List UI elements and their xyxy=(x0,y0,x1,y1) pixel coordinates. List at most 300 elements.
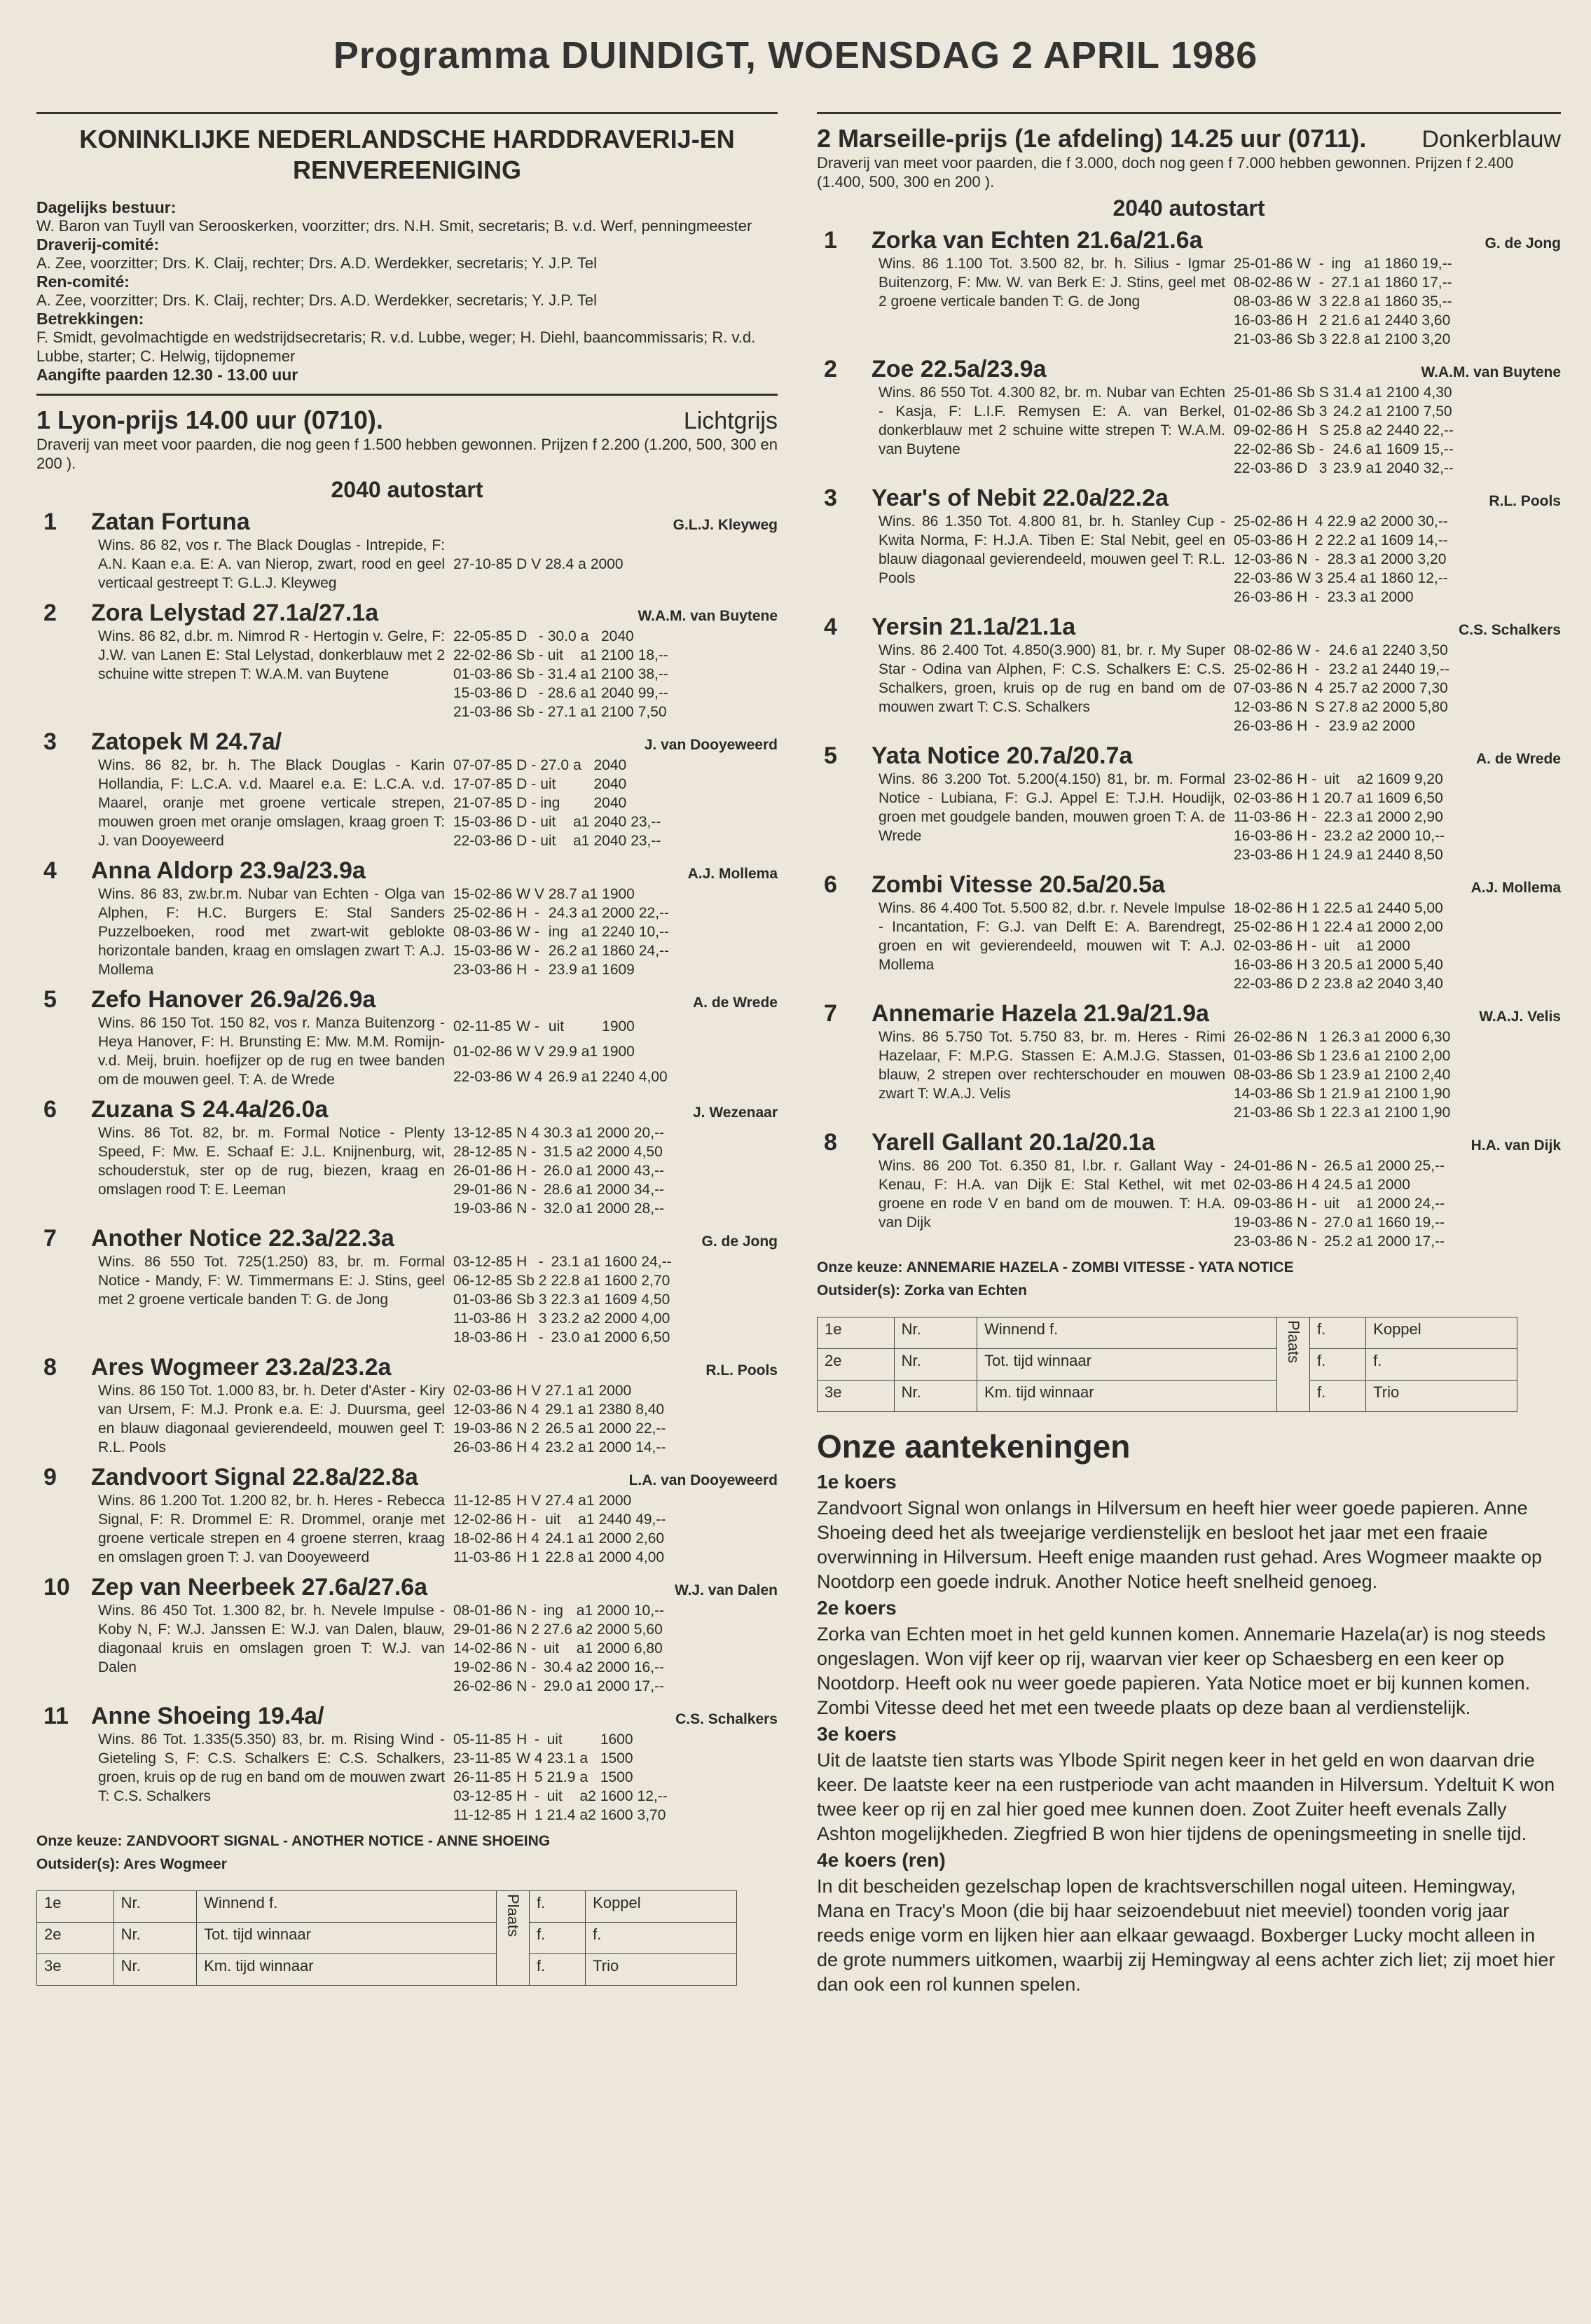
form-cell: 2040 xyxy=(593,814,627,830)
form-cell: 11-03-86 xyxy=(453,1310,511,1327)
form-cell: 2000 xyxy=(1377,828,1410,844)
form-cell: N xyxy=(516,1144,528,1160)
form-row xyxy=(453,941,673,960)
form-cell: - xyxy=(1311,1196,1317,1212)
form-cell: 23.9 xyxy=(1332,460,1362,476)
form-cell xyxy=(631,756,665,775)
form-cell: N xyxy=(516,1640,528,1656)
form-cell: - xyxy=(538,704,544,720)
form-table xyxy=(453,1730,672,1825)
form-cell: 11-03-86 xyxy=(453,1549,511,1565)
form-cell: 25-01-86 xyxy=(1234,256,1293,272)
form-cell: a1 xyxy=(578,1420,595,1437)
note-text: Zandvoort Signal won onlangs in Hilversum en heeft hier weer goede papieren. Anne Shoeing deed het als tweejarige verdienstelijk en besloot het jaar met een fraaie overwinning in Hilversum. Heeft enige maanden rust gehad. Ares Wogmeer maakte op Nootdorp een goede indruk. Another Notice heeft snelheid genoeg. xyxy=(817,1498,1543,1592)
form-cell: 2240 xyxy=(602,924,635,940)
form-cell: 27-10-85 xyxy=(453,556,513,572)
form-row xyxy=(453,1529,670,1548)
form-cell: 4 xyxy=(1314,680,1323,696)
bet-cell: Winnend f. xyxy=(977,1317,1277,1349)
form-cell: 2100 xyxy=(1384,1086,1418,1102)
form-cell: 1609 xyxy=(1380,532,1414,548)
form-cell: Sb xyxy=(1297,1105,1315,1121)
form-cell: 27.1 xyxy=(1331,275,1361,291)
form-cell: a1 xyxy=(576,1125,593,1141)
driver-name: W.A.M. van Buytene xyxy=(638,608,778,624)
form-cell: 08-02-86 xyxy=(1234,275,1293,291)
form-cell: - xyxy=(538,647,544,663)
driver-name: W.J. van Dalen xyxy=(674,1582,778,1598)
form-cell: 21-03-86 xyxy=(1234,1105,1293,1121)
form-cell: 26-01-86 xyxy=(453,1163,513,1179)
org-line: A. Zee, voorzitter; Drs. K. Claij, rechter; Drs. A.D. Werdekker, secretaris; Y. J.P. Tel xyxy=(36,291,598,309)
form-cell: 2100 xyxy=(1386,403,1419,420)
form-cell: 22-02-86 xyxy=(453,647,513,663)
bet-cell: Nr. xyxy=(113,1891,196,1923)
form-cell: Sb xyxy=(516,704,535,720)
form-cell: 14,-- xyxy=(635,1439,666,1455)
form-cell: 28-12-85 xyxy=(453,1144,513,1160)
form-cell: 2000 xyxy=(1377,809,1410,825)
form-cell: D xyxy=(1297,460,1308,476)
horse-description: Wins. 86 550 Tot. 725(1.250) 83, br. m. Formal Notice - Mandy, F: W. Timmermans E: J. Stins, geel met 2 groene verticale banden T: G. de Jong xyxy=(98,1254,445,1308)
horse-entry xyxy=(817,1129,1561,1251)
form-table xyxy=(453,1252,676,1347)
org-line: W. Baron van Tuyll van Serooskerken, voorzitter; drs. N.H. Smit, secretaris; B. v.d. Werf, penningmeester xyxy=(36,217,752,235)
horse-name: Anna Aldorp 23.9a/23.9a xyxy=(91,857,366,884)
form-cell: - xyxy=(1311,1233,1317,1250)
form-cell: 1600 xyxy=(600,1807,633,1823)
race-2 xyxy=(817,124,1561,1412)
horse-entry xyxy=(36,986,778,1089)
form-cell: a1 xyxy=(576,1603,593,1619)
form-cell: 2440 xyxy=(1384,312,1418,328)
form-cell: 4,00 xyxy=(641,1310,670,1327)
form-row xyxy=(453,1180,668,1199)
form-cell: a1 xyxy=(1356,1196,1374,1212)
form-cell: N xyxy=(1297,551,1308,567)
form-cell: N xyxy=(516,1678,528,1694)
horse-name: Zatopek M 24.7a/ xyxy=(91,728,282,755)
bet-cell: 1e xyxy=(818,1317,895,1349)
form-cell: 01-03-86 xyxy=(453,666,513,682)
form-cell: 2000 xyxy=(597,1603,630,1619)
form-cell: uit xyxy=(548,1018,565,1035)
horse-body xyxy=(817,1156,1561,1251)
form-row xyxy=(1234,899,1447,918)
horse-entry xyxy=(36,1354,778,1457)
horse-description: Wins. 86 450 Tot. 1.300 82, br. h. Nevele Impulse - Koby N, F: W.J. Janssen E: W.J. van Dalen, blauw, diagonaal kruis en omslagen groen T: W.J. van Dalen xyxy=(98,1603,445,1675)
form-table xyxy=(453,1491,670,1567)
form-cell: 1860 xyxy=(1384,293,1418,310)
form-cell: 1500 xyxy=(600,1750,633,1766)
form-cell: W xyxy=(516,1750,530,1766)
form-cell: 1609 xyxy=(1386,441,1419,457)
form-row xyxy=(453,1768,672,1787)
form-cell: a1 xyxy=(580,685,597,701)
form-cell: V xyxy=(531,1383,542,1399)
form-cell: 2,00 xyxy=(1421,1048,1451,1064)
horse-body xyxy=(36,756,778,850)
form-cell: H xyxy=(516,1530,528,1547)
form-cell: 4 xyxy=(531,1439,539,1455)
form-cell: a1 xyxy=(1365,403,1382,420)
form-cell: W xyxy=(516,943,530,959)
form-cell: 1,90 xyxy=(1421,1105,1451,1121)
bet-row xyxy=(818,1381,1517,1412)
note-heading: 2e koers xyxy=(817,1597,897,1619)
form-cell: a1 xyxy=(580,666,597,682)
horse-name: Anne Shoeing 19.4a/ xyxy=(91,1703,324,1729)
race-start-type: 2040 autostart xyxy=(1113,195,1265,221)
bet-cell: Km. tijd winnaar xyxy=(977,1381,1277,1412)
form-cell: W xyxy=(1297,275,1311,291)
form-row xyxy=(1234,808,1449,826)
form-cell: 26.3 xyxy=(1331,1029,1361,1045)
form-cell: 23,-- xyxy=(631,833,661,849)
horse-name: Zorka van Echten 21.6a/21.6a xyxy=(872,227,1203,254)
form-cell: 5,40 xyxy=(1414,957,1443,973)
bet-cell: Nr. xyxy=(894,1349,977,1381)
form-cell: H xyxy=(516,1439,528,1455)
form-cell: 49,-- xyxy=(635,1512,666,1528)
form-cell: 25.4 xyxy=(1327,570,1356,586)
form-cell: 2000 xyxy=(590,556,624,572)
horse-number: 11 xyxy=(43,1703,69,1729)
bet-amount: f. xyxy=(530,1954,586,1986)
race-title: 2 Marseille-prijs (1e afdeling) 14.25 uur (0711). xyxy=(817,124,1367,153)
form-row xyxy=(453,1510,670,1529)
form-cell xyxy=(1418,588,1452,607)
form-cell: 2040 xyxy=(593,795,627,811)
form-cell: 2000 xyxy=(604,1310,638,1327)
form-row xyxy=(453,1309,676,1328)
horse-header xyxy=(36,1354,778,1381)
form-cell: 14,-- xyxy=(1417,532,1448,548)
form-cell: 3 xyxy=(538,1292,547,1308)
horse-name: Yata Notice 20.7a/20.7a xyxy=(872,742,1133,769)
form-cell: 22.8 xyxy=(545,1549,574,1565)
form-cell: 12-03-86 xyxy=(453,1402,513,1418)
form-table xyxy=(453,1014,672,1089)
form-cell: 23.1 xyxy=(551,1254,580,1270)
form-cell: 29.0 xyxy=(543,1678,572,1694)
form-cell: H xyxy=(516,1769,528,1785)
form-row xyxy=(453,922,673,941)
form-cell: 5,00 xyxy=(1414,900,1443,916)
horse-header xyxy=(36,1464,778,1491)
form-row xyxy=(453,1014,672,1039)
form-cell xyxy=(1414,936,1447,955)
bet-amount: f. xyxy=(530,1923,586,1954)
form-cell: V xyxy=(531,1493,542,1509)
form-cell: 29-01-86 xyxy=(453,1182,513,1198)
race-title: 1 Lyon-prijs 14.00 uur (0710). xyxy=(36,406,383,434)
form-cell: 25-02-86 xyxy=(1234,661,1293,677)
form-row xyxy=(453,960,673,979)
form-cell: - xyxy=(534,1018,539,1035)
horse-header xyxy=(817,614,1561,641)
form-cell: - xyxy=(531,1659,537,1675)
form-cell: - xyxy=(534,943,539,959)
form-cell: 2000 xyxy=(597,1125,630,1141)
form-cell: a1 xyxy=(1356,809,1374,825)
driver-name: A. de Wrede xyxy=(693,995,778,1011)
form-cell: uit xyxy=(547,647,563,663)
form-cell: Sb xyxy=(1297,1067,1315,1083)
form-row xyxy=(1234,531,1452,550)
form-table xyxy=(453,885,673,979)
form-cell: 2240 xyxy=(1382,642,1415,658)
form-cell: 2 xyxy=(538,1273,547,1289)
form-cell: 22.8 xyxy=(1331,331,1361,347)
form-cell: V xyxy=(534,886,544,902)
form-cell: V xyxy=(534,1043,544,1060)
form-cell: N xyxy=(516,1621,528,1638)
form-cell: 27.6 xyxy=(543,1621,572,1638)
form-cell: a1 xyxy=(581,1068,598,1085)
form-cell: a1 xyxy=(1364,312,1381,328)
form-cell: 2000 xyxy=(1382,680,1415,696)
form-row xyxy=(453,684,673,703)
form-cell: 19,-- xyxy=(1414,1215,1445,1231)
form-cell: - xyxy=(1311,771,1317,787)
form-cell: H xyxy=(1297,661,1308,677)
form-cell: 3 xyxy=(1318,331,1328,347)
form-cell: 27.4 xyxy=(545,1493,574,1509)
form-cell: 23,-- xyxy=(631,814,661,830)
form-cell xyxy=(579,1730,600,1749)
form-row xyxy=(453,1161,668,1180)
form-cell: 25.2 xyxy=(1323,1233,1353,1250)
horse-name: Year's of Nebit 22.0a/22.2a xyxy=(872,485,1169,511)
form-cell: 4 xyxy=(531,1125,539,1141)
form-cell: 27.8 xyxy=(1328,699,1358,715)
horse-body xyxy=(817,383,1561,478)
form-cell: 1600 xyxy=(604,1254,638,1270)
form-cell: 6,50 xyxy=(641,1329,670,1346)
form-row xyxy=(453,1381,670,1400)
form-cell: a2 xyxy=(1356,828,1374,844)
form-cell: 01-02-86 xyxy=(1234,403,1293,420)
form-cell: H xyxy=(1297,847,1308,863)
divider xyxy=(36,112,778,114)
form-cell: 02-03-86 xyxy=(453,1383,513,1399)
horse-description: Wins. 86 5.750 Tot. 5.750 83, br. m. Heres - Rimi Hazelaar, F: M.P.G. Stassen E: A.M.J.G. Stassen, blauw, 2 strepen over rechterschouder en mouwen zwart T: W.A.J. Velis xyxy=(879,1029,1225,1102)
form-cell: - xyxy=(534,905,539,921)
form-cell: N xyxy=(1297,1158,1308,1174)
form-cell: 18-02-86 xyxy=(453,1530,513,1547)
form-cell: a1 xyxy=(584,1329,600,1346)
form-cell: 1 xyxy=(1311,847,1320,863)
form-cell: - xyxy=(531,1512,537,1528)
bet-cell: 3e xyxy=(37,1954,114,1986)
form-cell: 26-02-86 xyxy=(1234,1029,1293,1045)
form-cell: 3,20 xyxy=(1421,331,1451,347)
horse-number: 9 xyxy=(43,1464,57,1490)
form-cell: 26.2 xyxy=(548,943,577,959)
form-cell: 23-11-85 xyxy=(453,1750,511,1766)
horse-body xyxy=(36,1730,778,1825)
form-cell: 30,-- xyxy=(1417,513,1448,530)
form-cell: N xyxy=(1297,1233,1308,1250)
plaats-cell: Plaats xyxy=(1277,1317,1310,1412)
form-cell: 1860 xyxy=(602,943,635,959)
bet-row xyxy=(37,1954,737,1986)
form-cell: - xyxy=(538,1329,544,1346)
note-text: Uit de laatste tien starts was Ylbode Spirit negen keer in het geld en won daarvan drie keer. De laatste keer na een rustperiode van acht maanden in Hilversum. Ydeltuit K won twee keer op rij en zal hier goed mee kunnen doen. Zoot Zuiter heeft evenals Zally Ashton mogelijkheden. Ziegfried B won hier tijdens de openingsmeeting in snelle tijd. xyxy=(817,1750,1555,1844)
form-cell: Sb xyxy=(1297,385,1315,401)
form-cell: 31.5 xyxy=(543,1144,572,1160)
form-cell: N xyxy=(1297,1029,1308,1045)
form-cell: uit xyxy=(1323,771,1340,787)
form-cell: D xyxy=(1297,976,1308,992)
form-cell: - xyxy=(531,1201,537,1217)
form-cell: 2 xyxy=(1318,312,1328,328)
form-row xyxy=(453,1639,668,1658)
form-cell: a1 xyxy=(581,1043,598,1060)
form-cell: uit xyxy=(545,1512,561,1528)
form-cell: W xyxy=(1297,293,1311,310)
form-cell: - xyxy=(1314,642,1320,658)
form-cell: 35,-- xyxy=(1421,293,1452,310)
race-title-row xyxy=(817,124,1561,153)
horse-number: 1 xyxy=(43,509,57,535)
form-cell: a xyxy=(580,628,589,644)
form-cell: 2000 xyxy=(602,905,635,921)
form-cell: - xyxy=(1311,809,1317,825)
form-row xyxy=(1234,1194,1449,1213)
form-cell: 28.4 xyxy=(545,556,574,572)
form-cell: 8,50 xyxy=(1414,847,1443,863)
form-cell: H xyxy=(1297,1177,1308,1193)
bet-extra: Trio xyxy=(586,1954,737,1986)
form-cell: Sb xyxy=(516,1273,535,1289)
form-table xyxy=(453,756,665,850)
form-cell: 24.5 xyxy=(1323,1177,1353,1193)
bet-extra: Trio xyxy=(1366,1381,1517,1412)
form-cell: 2440 xyxy=(598,1512,632,1528)
form-cell: 24,-- xyxy=(1414,1196,1445,1212)
form-cell: 01-02-86 xyxy=(453,1043,513,1060)
form-cell: 2000 xyxy=(597,1621,630,1638)
form-cell: H xyxy=(1297,513,1308,530)
form-cell: 24.6 xyxy=(1332,441,1362,457)
form-cell: Sb xyxy=(516,1292,535,1308)
form-cell: 22.3 xyxy=(1323,809,1353,825)
form-row xyxy=(1234,440,1458,459)
form-cell: 2000 xyxy=(598,1493,632,1509)
horse-entry xyxy=(36,600,778,721)
form-cell: a2 xyxy=(576,1659,593,1675)
form-cell: 19-03-86 xyxy=(453,1201,513,1217)
divider xyxy=(36,394,778,396)
bet-row xyxy=(818,1317,1517,1349)
form-cell: 14-03-86 xyxy=(1234,1086,1293,1102)
form-cell: 24.6 xyxy=(1328,642,1358,658)
driver-name: C.S. Schalkers xyxy=(1459,622,1561,638)
form-cell: a2 xyxy=(1361,699,1379,715)
form-cell: H xyxy=(516,1512,528,1528)
form-row xyxy=(453,1328,676,1347)
form-cell: a1 xyxy=(576,1182,593,1198)
form-cell: 16,-- xyxy=(633,1659,665,1675)
form-cell: H xyxy=(1297,809,1308,825)
form-row xyxy=(1234,717,1454,735)
form-cell: a1 xyxy=(1364,1086,1381,1102)
form-cell: H xyxy=(516,1788,528,1804)
form-cell: 26-03-86 xyxy=(1234,718,1293,734)
race-conditions: Draverij van meet voor paarden, die nog geen f 1.500 hebben gewonnen. Prijzen f 2.200 (1.200, 500, 300 en 200 ). xyxy=(36,436,778,472)
form-cell: 2000 xyxy=(1377,1196,1410,1212)
form-cell: 09-03-86 xyxy=(1234,1196,1293,1212)
form-cell: a1 xyxy=(578,1383,595,1399)
form-cell: 2 xyxy=(531,1420,539,1437)
form-cell: 24.3 xyxy=(548,905,577,921)
form-cell: 10,-- xyxy=(633,1603,665,1619)
form-cell: 3 xyxy=(1314,570,1323,586)
form-row xyxy=(453,1290,676,1309)
form-cell: Sb xyxy=(1297,403,1315,420)
form-cell: 4,50 xyxy=(641,1292,670,1308)
form-cell: 23-02-86 xyxy=(1234,771,1293,787)
form-row xyxy=(1234,845,1449,864)
form-cell: - xyxy=(531,1678,537,1694)
form-cell: a1 xyxy=(1365,460,1382,476)
form-cell: 23.9 xyxy=(1328,718,1358,734)
form-cell: D xyxy=(516,814,528,830)
form-cell: 32.0 xyxy=(543,1201,572,1217)
bet-extra: Koppel xyxy=(1366,1317,1517,1349)
form-cell xyxy=(573,775,593,794)
form-cell: - xyxy=(534,1731,539,1748)
form-cell: 4 xyxy=(1314,513,1323,530)
horse-name: Yersin 21.1a/21.1a xyxy=(872,614,1076,640)
horse-number: 4 xyxy=(824,614,837,640)
form-cell: 38,-- xyxy=(638,666,668,682)
form-cell: H xyxy=(1297,771,1308,787)
form-cell: 10,-- xyxy=(638,924,670,940)
form-cell: - xyxy=(1311,938,1317,954)
form-cell: 26-11-85 xyxy=(453,1769,511,1785)
horse-header xyxy=(36,1703,778,1730)
horse-number: 4 xyxy=(43,857,57,884)
form-cell: 02-03-86 xyxy=(1234,938,1293,954)
form-cell: 6,50 xyxy=(1414,790,1443,806)
horse-entry xyxy=(36,509,778,593)
form-cell: 2000 xyxy=(598,1383,632,1399)
form-cell: uit xyxy=(546,1788,563,1804)
race-color: Lichtgrijs xyxy=(683,408,778,434)
horse-entry xyxy=(817,742,1561,864)
form-cell: 6,30 xyxy=(1421,1029,1451,1045)
horse-body xyxy=(817,899,1561,993)
form-cell: 13-12-85 xyxy=(453,1125,513,1141)
form-cell: D xyxy=(516,833,528,849)
driver-name: A. de Wrede xyxy=(1476,751,1561,767)
form-cell: 2,90 xyxy=(1414,809,1443,825)
form-cell: H xyxy=(1297,1196,1308,1212)
form-cell: a1 xyxy=(1364,275,1381,291)
form-cell: 18,-- xyxy=(638,647,668,663)
horse-description: Wins. 86 200 Tot. 6.350 81, l.br. r. Gallant Way - Kenau, F: H.A. van Dijk E: Stal Kethel, wit met groene en rode V en band om de mouwen. T: H.A. van Dijk xyxy=(879,1158,1225,1231)
form-cell: 2100 xyxy=(1384,331,1418,347)
form-cell: a1 xyxy=(1360,570,1377,586)
form-cell: 2000 xyxy=(1377,957,1410,973)
form-cell: H xyxy=(1297,312,1308,328)
race-1 xyxy=(36,406,778,1986)
form-cell: uit xyxy=(540,776,556,792)
form-cell: a1 xyxy=(1364,1029,1381,1045)
